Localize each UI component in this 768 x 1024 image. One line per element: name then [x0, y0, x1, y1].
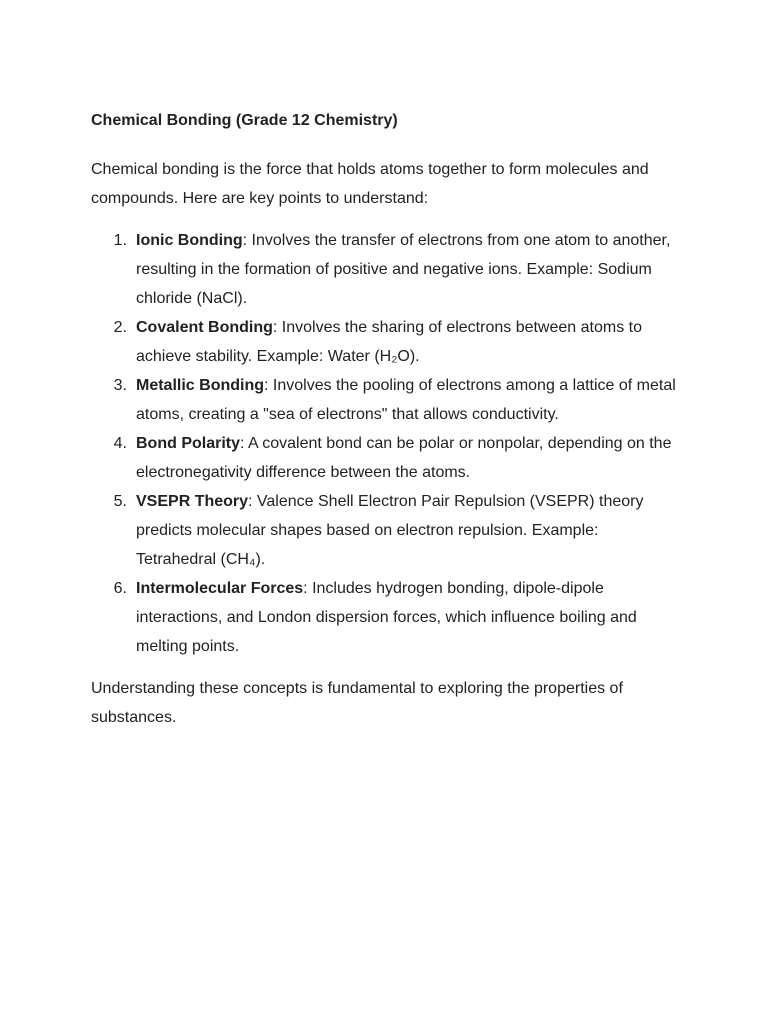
conclusion-paragraph: Understanding these concepts is fundamental to exploring the properties of substances. [91, 680, 623, 726]
list-item-number: 1. [113, 232, 127, 249]
intro-paragraph: Chemical bonding is the force that holds atoms together to form molecules and compounds. Here are key points to understand: [91, 161, 649, 207]
list-item-text: : Valence Shell Electron Pair Repulsion (VSEPR) theory predicts molecular shapes based on electron repulsion. Example: Tetrahedral (CH₄). [136, 493, 644, 568]
list-item-text: : Involves the transfer of electrons from one atom to another, resulting in the formation of positive and negative ions. Example: Sodium chloride (NaCl). [136, 232, 671, 307]
page-title: Chemical Bonding (Grade 12 Chemistry) [91, 112, 398, 129]
list-item-term: Metallic Bonding [136, 377, 264, 394]
list-item [91, 487, 678, 574]
list-item [91, 226, 678, 313]
list-item-number: 3. [113, 377, 127, 394]
list-item-text: : A covalent bond can be polar or nonpolar, depending on the electronegativity difference between the atoms. [136, 435, 672, 481]
list-item [91, 574, 678, 661]
list-item-text: : Involves the sharing of electrons between atoms to achieve stability. Example: Water (H₂O). [136, 319, 642, 365]
key-points-list [91, 226, 678, 661]
list-item-term: Covalent Bonding [136, 319, 273, 336]
list-item-number: 2. [113, 319, 127, 336]
list-item [91, 429, 678, 487]
list-item-term: Bond Polarity [136, 435, 241, 452]
list-item-number: 6. [113, 580, 127, 597]
list-item [91, 371, 678, 429]
list-item-text: : Includes hydrogen bonding, dipole-dipole interactions, and London dispersion forces, which influence boiling and melting points. [136, 580, 637, 655]
list-item [91, 313, 678, 371]
list-item-text: : Involves the pooling of electrons among a lattice of metal atoms, creating a "sea of electrons" that allows conductivity. [136, 377, 676, 423]
list-item-term: Intermolecular Forces [136, 580, 304, 597]
list-item-term: VSEPR Theory [136, 493, 249, 510]
list-item-term: Ionic Bonding [136, 232, 243, 249]
list-item-number: 5. [113, 493, 127, 510]
list-item-number: 4. [113, 435, 127, 452]
